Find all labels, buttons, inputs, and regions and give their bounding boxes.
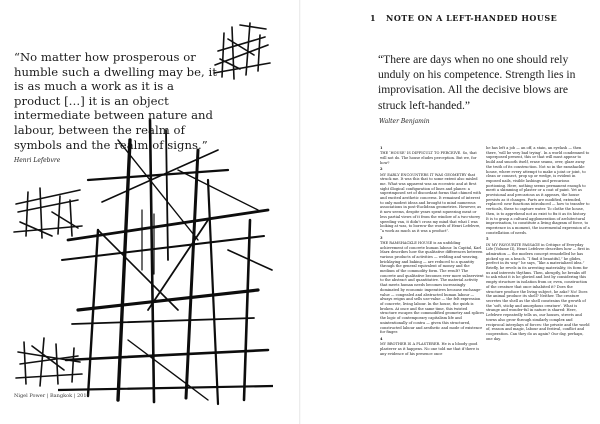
- page-footer: Nigel Power | Bangkok | 2011: [14, 393, 90, 399]
- page-title: NOTE ON A LEFT-HANDED HOUSE: [386, 13, 558, 23]
- note-number: 5: [486, 237, 489, 242]
- book-gutter: [299, 0, 301, 424]
- note-paragraph: [380, 236, 484, 335]
- note-paragraph: [486, 146, 590, 235]
- note-number: 3: [380, 235, 383, 240]
- notes-column-1: [380, 146, 484, 358]
- lefebvre-attribution: Henri Lefebvre: [14, 157, 61, 164]
- note-text: THE ‘HOUSE’ IS DIFFICULT TO PERCEIVE. So, that will not do. The house eludes perception. But we, for how?: [380, 151, 477, 165]
- house-sketch-main: [58, 110, 273, 410]
- benjamin-quote: “There are days when no one should rely unduly on his competence. Strength lies in improvisation. All the decisive blows are struck left-handed.”: [378, 53, 576, 112]
- note-number: 1: [380, 146, 383, 150]
- note-paragraph: [380, 167, 484, 233]
- note-paragraph: [380, 146, 484, 165]
- note-text: he has left a job — an off, a stain, an eyelash — then there, ‘will be very bad trying’. In a world condemned to superposed present, this or that will must appear to build and smooth itself, erase seams, over, glaze away the truth of its construction. Not so in the ramshackle house, where every attempt to make a joint or joint, to clean or connect, prop up or wedge, is evident in exposed nails, visible lashings and precarious portioning. Here, nothing seems permanent enough to merit a skimming of plaster or a coat of paint. Yet as provisional and precarious as it appears, the house persists as it changes. Parts are modified, extended, replaced: new functions introduced — how to transfer to verticals, these to capture water. To clothe the house, then, is to apprehend not as exist to fix it as its history. It is to grasp a cultural agglomeration of architectural improvisation, to constitute a living diagram of force, to experience in a moment, the incremental expression of a constellation of needs.: [486, 146, 590, 235]
- house-sketch-small-bottom: [14, 334, 84, 388]
- note-text: THE RAMSHACKLE HOUSE is an unfolding achievement of concrete human labour. In Capital, Karl Marx describes how the qualitative differences between various products of activities — welding and weaving, bricklaying and baking — are reduced to a quantity through the general equivalent of money and the medium of the commodity form. The result? The concrete and qualitative becomes ever more subservient to the abstract and quantitative. The material activity that meets human needs becomes increasingly dominated by economic imperatives because exchange-value — congealed and abstracted human labour — always reigns and sells use-value — the felt expression of concrete, living labour. In the house, the quirk is broken. At once and the same time, this twisted structure escapes the commodified geometry and splices the logic of contemporary capitalism life and unintentionally of contra — given this structured, constructed labour and aesthetic and mode of existence for finger.: [380, 240, 485, 335]
- note-number: 2: [380, 167, 383, 172]
- note-text: MY EARLY ENCOUNTERS IT WAS GEOMETRY that struck me. It was this that to some extent also misled me. What was apparent was an eccentric and at first sight illogical configuration of lines and planes: a superimposed set of discordant forms that chimed with and excited aesthetic concerns. It remained of interest to only modest ideas and brought to mind numerous associations in post-Euclidean geometries. However, as it now seems, despite years spent squeezing meat or less partial views of it from the window of a two-storey speeding van, it didn’t cross my mind that what I was looking at was, to borrow the words of Henri Lefebvre, “a work as much as it was a product”.: [380, 172, 482, 233]
- benjamin-attribution: Walter Benjamin: [379, 118, 430, 125]
- note-number: 4: [380, 336, 383, 341]
- section-number: 1: [370, 13, 376, 23]
- note-text: MY BROTHER IS A PLASTERER. He is a bloody good plasterer as it happens. No one told me that if there is any evidence of his presence once: [380, 342, 480, 356]
- notes-column-2: [486, 146, 590, 343]
- note-paragraph: [380, 337, 484, 356]
- house-sketch-small-mid: [12, 182, 84, 240]
- note-text: IN MY FAVOURITE PASSAGE in Critique of Everyday Life (Volume II), Henri Lefebvre describes how — first in admiration — the modern concept remodelled he has picked up on a beach. “I find it beautiful,” he glides, perfect in its way.” he says, “like a materialized idea.” Briefly, he revels in its arresting materiality, its form for us and interests thythms. Then, abruptly, he breaks off to ask what it is he gloried and lost by considering this empty structure in isolation from or, even, construction of the creature that once inhabited it? Does the structure produce the living subject, he asks? No! Does the animal produce its shell? Neither. The creature secretes the shell as the shell constrains the growth of the ‘soft, sticky and amorphous creature’. What is strange and wonder-ful in nature is shared: Here, Lefebvre repeatedly tells us, our houses, streets and towns also grow through similarly complex and reciprocal interplays of forces: the private and the world of, reason and magic, labour and festival, conflict and cooperation. Can they do as again? Our day, perhaps, one day.: [486, 242, 590, 341]
- lefebvre-quote: “No matter how prosperous or humble such a dwelling may be, it is as much a work as it is a product […] it is an object intermediate between nature and labour, between the realm of symbols and the realm of signs.”: [14, 50, 217, 152]
- note-paragraph: [486, 237, 590, 341]
